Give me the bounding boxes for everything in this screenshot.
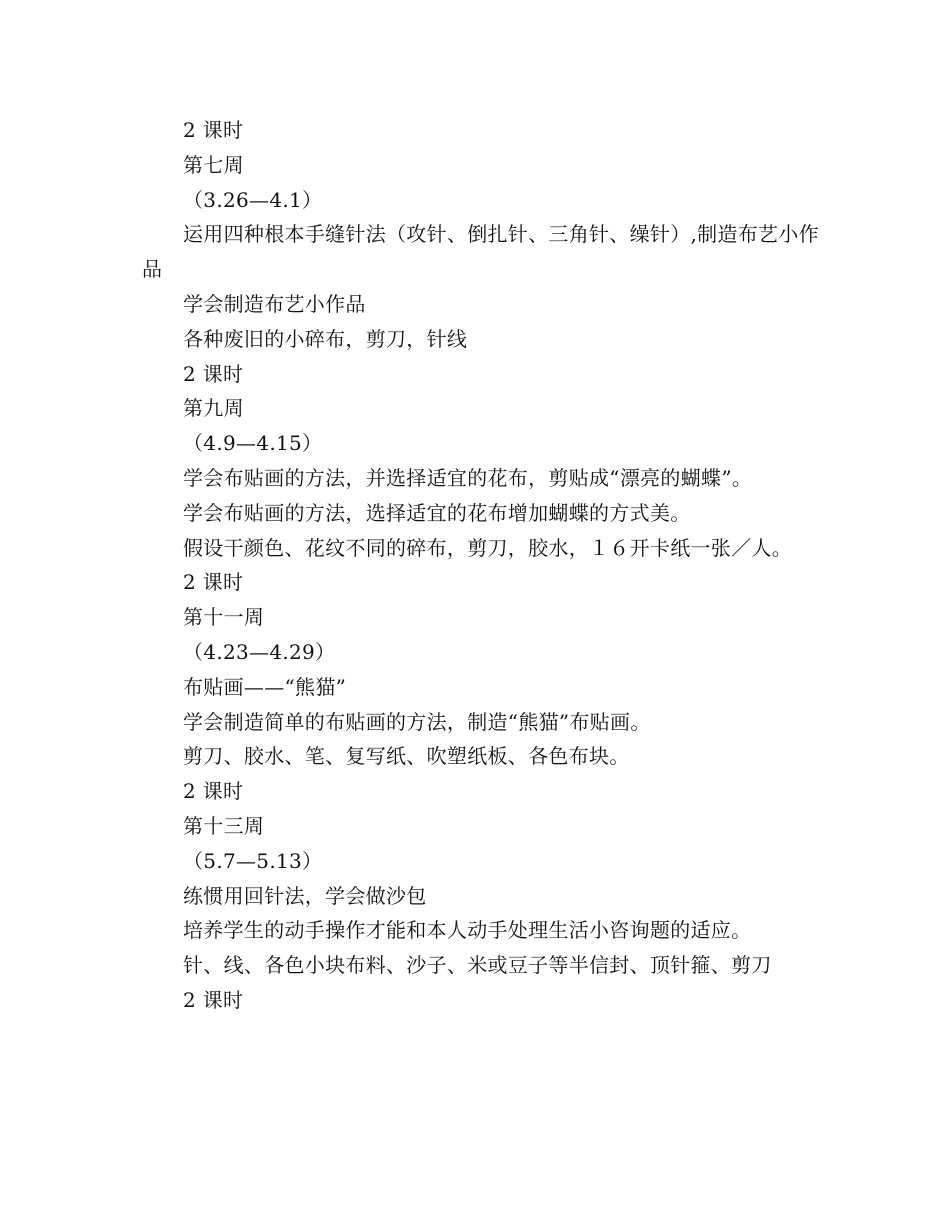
paragraph-materials: 假设干颜色、花纹不同的碎布，剪刀，胶水，１６开卡纸一张／人。 — [183, 535, 792, 560]
paragraph-week-13: 第十三周 — [183, 813, 265, 838]
paragraph-materials: 剪刀、胶水、笔、复写纸、吹塑纸板、各色布块。 — [183, 744, 630, 769]
paragraph-week-9: 第九周 — [183, 396, 244, 421]
paragraph-lesson-content: 运用四种根本手缝针法（攻针、倒扎针、三角针、缲针）,制造布艺小作品 — [142, 222, 819, 282]
document-body — [142, 113, 822, 1018]
paragraph-lesson-hours: 2 课时 — [183, 779, 244, 804]
paragraph-lesson-content: 布贴画——“熊猫” — [183, 674, 347, 699]
paragraph-lesson-hours: 2 课时 — [183, 987, 244, 1012]
paragraph-lesson-goal: 学会制造布艺小作品 — [183, 291, 366, 316]
paragraph-lesson-goal: 学会布贴画的方法，选择适宜的花布增加蝴蝶的方式美。 — [183, 500, 691, 525]
paragraph-lesson-hours: 2 课时 — [183, 570, 244, 595]
paragraph-lesson-content: 学会布贴画的方法，并选择适宜的花布，剪贴成“漂亮的蝴蝶”。 — [183, 465, 753, 490]
paragraph-lesson-goal: 培养学生的动手操作才能和本人动手处理生活小咨询题的适应。 — [183, 918, 752, 943]
paragraph-materials: 各种废旧的小碎布，剪刀，针线 — [183, 326, 468, 351]
paragraph-date-range: （5.7—5.13） — [183, 848, 323, 873]
paragraph-date-range: （3.26—4.1） — [183, 187, 323, 212]
paragraph-week-11: 第十一周 — [183, 605, 265, 630]
paragraph-materials: 针、线、各色小块布料、沙子、米或豆子等半信封、顶针箍、剪刀 — [183, 953, 772, 978]
paragraph-lesson-content: 练惯用回针法，学会做沙包 — [183, 883, 427, 908]
paragraph-date-range: （4.9—4.15） — [183, 431, 323, 456]
paragraph-lesson-goal: 学会制造简单的布贴画的方法，制造“熊猫”布贴画。 — [183, 709, 651, 734]
paragraph-week-7: 第七周 — [183, 152, 244, 177]
paragraph-date-range: （4.23—4.29） — [183, 639, 336, 664]
paragraph-lesson-hours: 2 课时 — [183, 118, 244, 142]
paragraph-lesson-hours: 2 课时 — [183, 361, 244, 386]
